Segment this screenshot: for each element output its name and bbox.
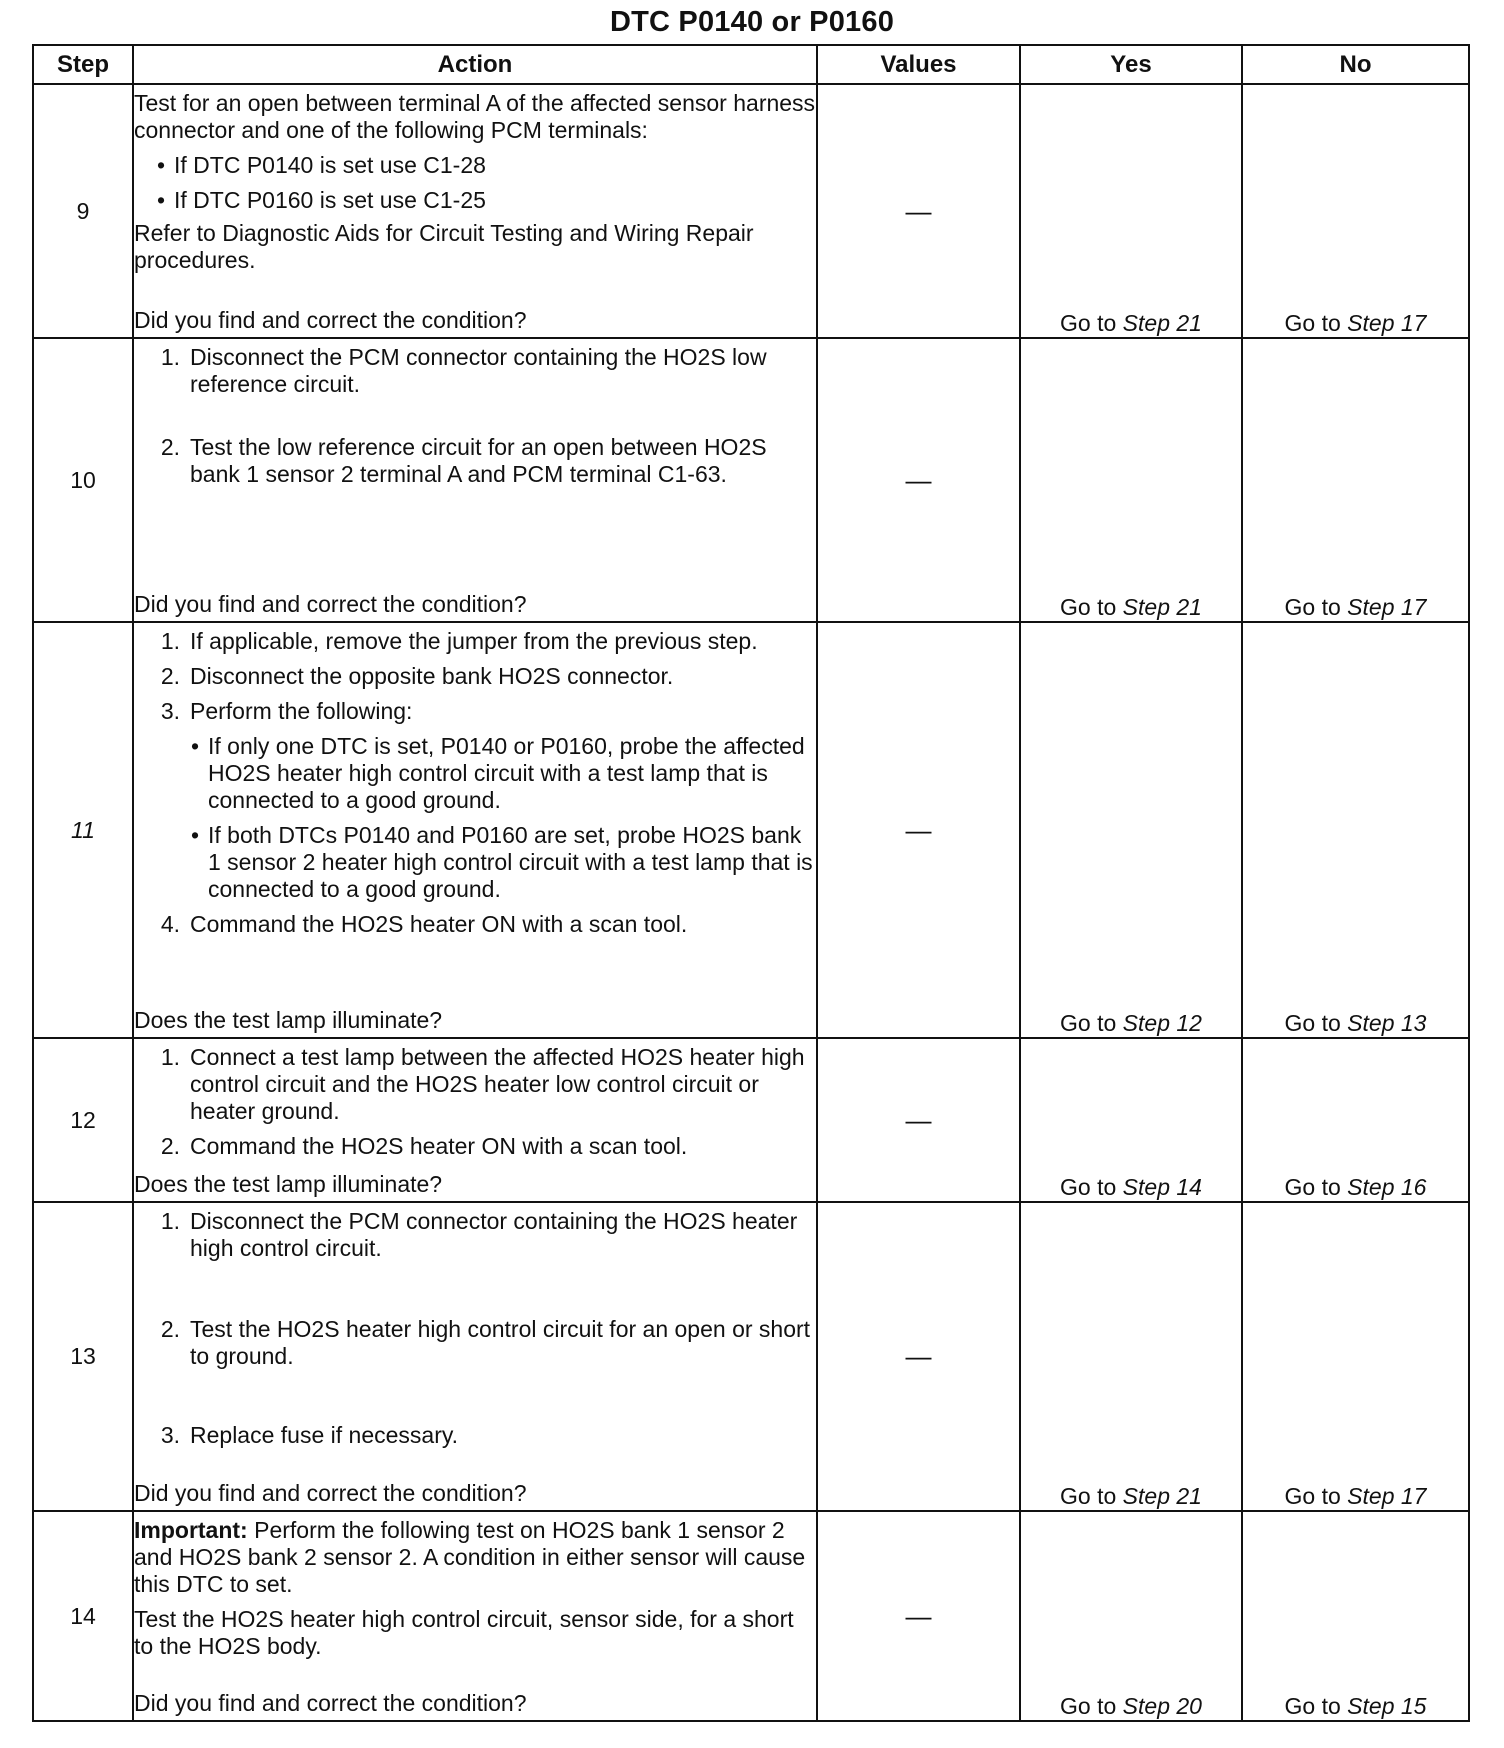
- list-item: 3. Perform the following:: [160, 698, 413, 724]
- yes-cell: Go to Step 14: [1020, 1038, 1242, 1202]
- important-label: Important:: [134, 1517, 248, 1543]
- table-row: [33, 338, 1469, 622]
- action-question: Did you find and correct the condition?: [134, 591, 527, 617]
- list-item: • If DTC P0160 is set use C1-25: [156, 187, 486, 213]
- table-row: [33, 622, 1469, 1038]
- step-number: 9: [33, 84, 133, 338]
- action-cell: [133, 84, 817, 338]
- no-step-link: Step 15: [1347, 1693, 1427, 1719]
- no-cell: Go to Step 15: [1242, 1511, 1469, 1721]
- table-row: [33, 1202, 1469, 1511]
- values-cell: —: [817, 1202, 1020, 1511]
- no-cell: Go to Step 17: [1242, 1202, 1469, 1511]
- header-values: Values: [817, 45, 1020, 84]
- action-cell: [133, 338, 817, 622]
- values-cell: —: [817, 338, 1020, 622]
- diagnostic-table: [32, 44, 1470, 1722]
- action-question: Does the test lamp illuminate?: [134, 1007, 443, 1033]
- action-cell: [133, 622, 817, 1038]
- step-number: 14: [33, 1511, 133, 1721]
- list-item: 1. Disconnect the PCM connector containing the HO2S heater high control circuit.: [160, 1208, 798, 1261]
- action-question: Did you find and correct the condition?: [134, 1480, 527, 1506]
- values-cell: —: [817, 1038, 1020, 1202]
- list-item: 2. Test the low reference circuit for an open between HO2S bank 1 sensor 2 terminal A and PCM terminal C1-63.: [160, 434, 767, 487]
- list-item: 4. Command the HO2S heater ON with a scan tool.: [160, 911, 688, 937]
- header-step: Step: [33, 45, 133, 84]
- yes-step-link: Step 21: [1122, 1483, 1202, 1509]
- yes-step-link: Step 21: [1122, 594, 1202, 620]
- list-item: 1. If applicable, remove the jumper from the previous step.: [160, 628, 758, 654]
- step-number: 10: [33, 338, 133, 622]
- header-action: Action: [133, 45, 817, 84]
- no-step-link: Step 16: [1347, 1174, 1427, 1200]
- values-cell: —: [817, 622, 1020, 1038]
- step-number: 11: [33, 622, 133, 1038]
- action-cell: [133, 1511, 817, 1721]
- yes-cell: Go to Step 21: [1020, 84, 1242, 338]
- list-item: 2. Disconnect the opposite bank HO2S connector.: [160, 663, 674, 689]
- action-question: Does the test lamp illuminate?: [134, 1171, 443, 1197]
- yes-cell: Go to Step 21: [1020, 1202, 1242, 1511]
- yes-cell: Go to Step 20: [1020, 1511, 1242, 1721]
- list-item: • If DTC P0140 is set use C1-28: [156, 152, 486, 178]
- table-row: [33, 84, 1469, 338]
- action-intro: Test for an open between terminal A of the affected sensor harness connector and one of the following PCM terminals:: [134, 90, 816, 143]
- action-text: Test the HO2S heater high control circuit, sensor side, for a short to the HO2S body.: [134, 1606, 794, 1659]
- list-item: 2. Test the HO2S heater high control circuit for an open or short to ground.: [160, 1316, 811, 1369]
- no-cell: Go to Step 17: [1242, 84, 1469, 338]
- step-number: 12: [33, 1038, 133, 1202]
- list-item: 2. Command the HO2S heater ON with a scan tool.: [160, 1133, 688, 1159]
- values-cell: —: [817, 1511, 1020, 1721]
- list-item: 1. Disconnect the PCM connector containing the HO2S low reference circuit.: [160, 344, 767, 397]
- no-step-link: Step 13: [1347, 1010, 1427, 1036]
- yes-cell: Go to Step 12: [1020, 622, 1242, 1038]
- table-row: [33, 1038, 1469, 1202]
- no-cell: Go to Step 16: [1242, 1038, 1469, 1202]
- no-cell: Go to Step 13: [1242, 622, 1469, 1038]
- list-item: • If only one DTC is set, P0140 or P0160, probe the affected HO2S heater high control circuit with a test lamp that is connected to a good ground.: [190, 733, 805, 813]
- header-yes: Yes: [1020, 45, 1242, 84]
- action-question: Did you find and correct the condition?: [134, 1690, 527, 1716]
- no-step-link: Step 17: [1347, 1483, 1427, 1509]
- page-title: DTC P0140 or P0160: [609, 6, 895, 38]
- list-item: 1. Connect a test lamp between the affected HO2S heater high control circuit and the HO2S heater low control circuit or heater ground.: [160, 1044, 805, 1124]
- no-step-link: Step 17: [1347, 310, 1427, 336]
- table-row: [33, 1511, 1469, 1721]
- header-no: No: [1242, 45, 1469, 84]
- header-row: [33, 45, 1469, 84]
- list-item: 3. Replace fuse if necessary.: [160, 1422, 459, 1448]
- list-item: • If both DTCs P0140 and P0160 are set, probe HO2S bank 1 sensor 2 heater high control circuit with a test lamp that is connected to a good ground.: [190, 822, 813, 902]
- yes-step-link: Step 12: [1122, 1010, 1202, 1036]
- no-step-link: Step 17: [1347, 594, 1427, 620]
- important-note: Important: Perform the following test on HO2S bank 1 sensor 2 and HO2S bank 2 sensor 2. A condition in either sensor will cause this DTC to set.: [134, 1517, 806, 1597]
- action-question: Did you find and correct the condition?: [134, 307, 527, 333]
- yes-step-link: Step 20: [1122, 1693, 1202, 1719]
- step-number: 13: [33, 1202, 133, 1511]
- yes-step-link: Step 14: [1122, 1174, 1202, 1200]
- no-cell: Go to Step 17: [1242, 338, 1469, 622]
- action-cell: [133, 1038, 817, 1202]
- action-note: Refer to Diagnostic Aids for Circuit Testing and Wiring Repair procedures.: [134, 220, 754, 273]
- yes-cell: Go to Step 21: [1020, 338, 1242, 622]
- action-cell: [133, 1202, 817, 1511]
- values-cell: —: [817, 84, 1020, 338]
- yes-step-link: Step 21: [1122, 310, 1202, 336]
